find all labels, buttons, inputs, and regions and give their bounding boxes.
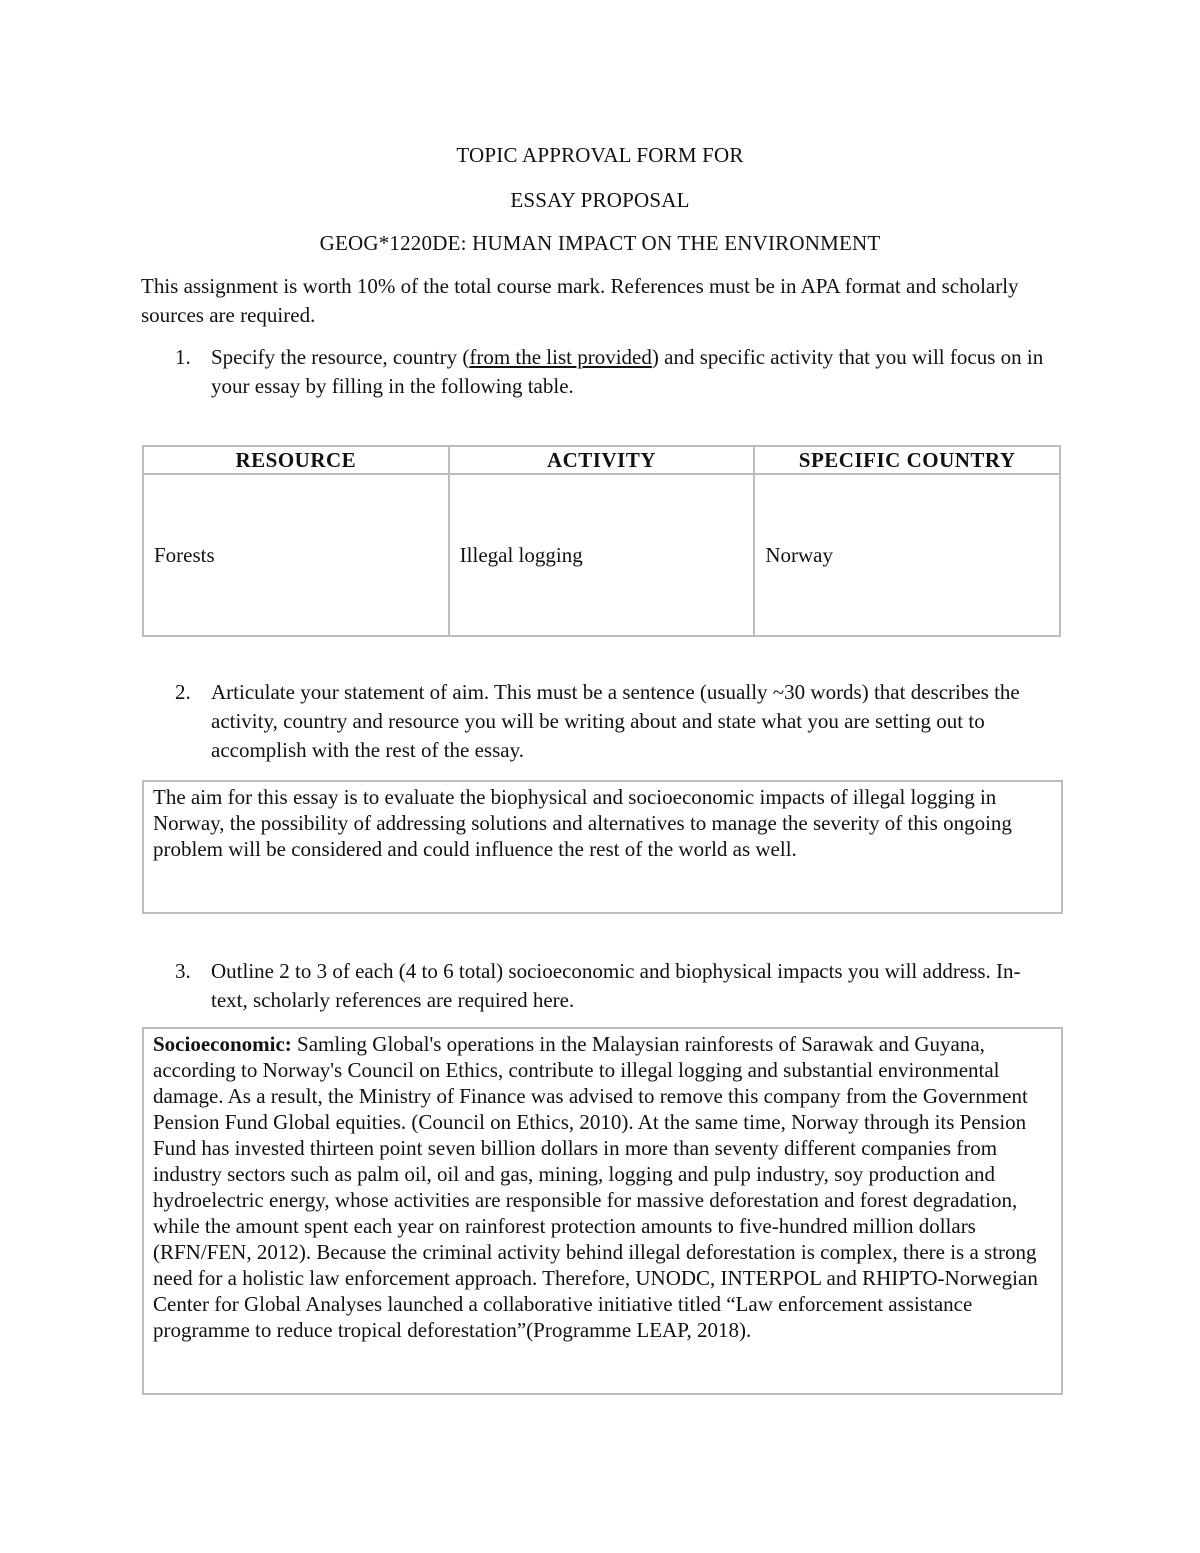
header-specific-country: SPECIFIC COUNTRY bbox=[754, 446, 1060, 474]
cell-activity[interactable]: Illegal logging bbox=[449, 474, 755, 636]
question-2-number: 2. bbox=[175, 680, 191, 704]
course-title: GEOG*1220DE: HUMAN IMPACT ON THE ENVIRONMENT bbox=[319, 231, 881, 255]
socioeconomic-label: Socioeconomic: bbox=[153, 1032, 292, 1056]
header-activity: ACTIVITY bbox=[449, 446, 755, 474]
cell-country[interactable]: Norway bbox=[754, 474, 1060, 636]
cell-resource[interactable]: Forests bbox=[143, 474, 449, 636]
question-3 bbox=[175, 957, 1055, 1015]
question-3-number: 3. bbox=[175, 959, 191, 983]
socioeconomic-text: Samling Global's operations in the Malaysian rainforests of Sarawak and Guyana, according to Norway's Council on Ethics, contribute to illegal logging and substantial environmental damage. As a result, the Ministry of Finance was advised to remove this company from the Government Pension Fund Global equities. (Council on Ethics, 2010). At the same time, Norway through its Pension Fund has invested thirteen point seven billion dollars in more than seventy different companies from industry sectors such as palm oil, oil and gas, mining, logging and pulp industry, soy production and hydroelectric energy, whose activities are responsible for massive deforestation and forest degradation, while the amount spent each year on rainforest protection amounts to five-hundred million dollars (RFN/FEN, 2012). Because the criminal activity behind illegal deforestation is complex, there is a strong need for a holistic law enforcement approach. Therefore, UNODC, INTERPOL and RHIPTO-Norwegian Center for Global Analyses launched a collaborative initiative titled “Law enforcement assistance programme to reduce tropical deforestation”(Programme LEAP, 2018). bbox=[153, 1032, 1038, 1342]
form-title-line-1: TOPIC APPROVAL FORM FOR bbox=[456, 143, 744, 167]
aim-answer-box[interactable]: The aim for this essay is to evaluate the biophysical and socioeconomic impacts of illegal logging in Norway, the possibility of addressing solutions and alternatives to manage the severity of this ongoing problem will be considered and could influence the rest of the world as well. bbox=[142, 780, 1063, 914]
question-1 bbox=[175, 343, 1055, 401]
form-title-line-2: ESSAY PROPOSAL bbox=[510, 188, 690, 212]
question-2-text: Articulate your statement of aim. This must be a sentence (usually ~30 words) that describes the activity, country and resource you will be writing about and state what you are setting out to accomplish with the rest of the essay. bbox=[211, 680, 1020, 762]
question-1-paren-open: ( bbox=[462, 345, 470, 369]
resource-table bbox=[142, 445, 1061, 637]
question-1-paren-close: ) bbox=[651, 345, 659, 369]
impacts-answer-box[interactable] bbox=[142, 1027, 1063, 1395]
header-resource: RESOURCE bbox=[143, 446, 449, 474]
country-list-link[interactable]: from the list provided bbox=[469, 345, 652, 369]
question-2 bbox=[175, 678, 1055, 765]
question-3-text: Outline 2 to 3 of each (4 to 6 total) socioeconomic and biophysical impacts you will address. In-text, scholarly references are required here. bbox=[211, 959, 1021, 1012]
question-1-text-before: Specify the resource, country bbox=[211, 345, 463, 369]
table-row bbox=[143, 474, 1060, 636]
question-1-text bbox=[211, 343, 1055, 401]
table-header-row bbox=[143, 446, 1060, 474]
intro-paragraph: This assignment is worth 10% of the total course mark. References must be in APA format and scholarly sources are required. bbox=[141, 274, 1019, 327]
question-1-text-after: and specific activity that you will focus on in your essay by filling in the following table. bbox=[211, 345, 1044, 398]
question-1-number: 1. bbox=[175, 345, 191, 369]
